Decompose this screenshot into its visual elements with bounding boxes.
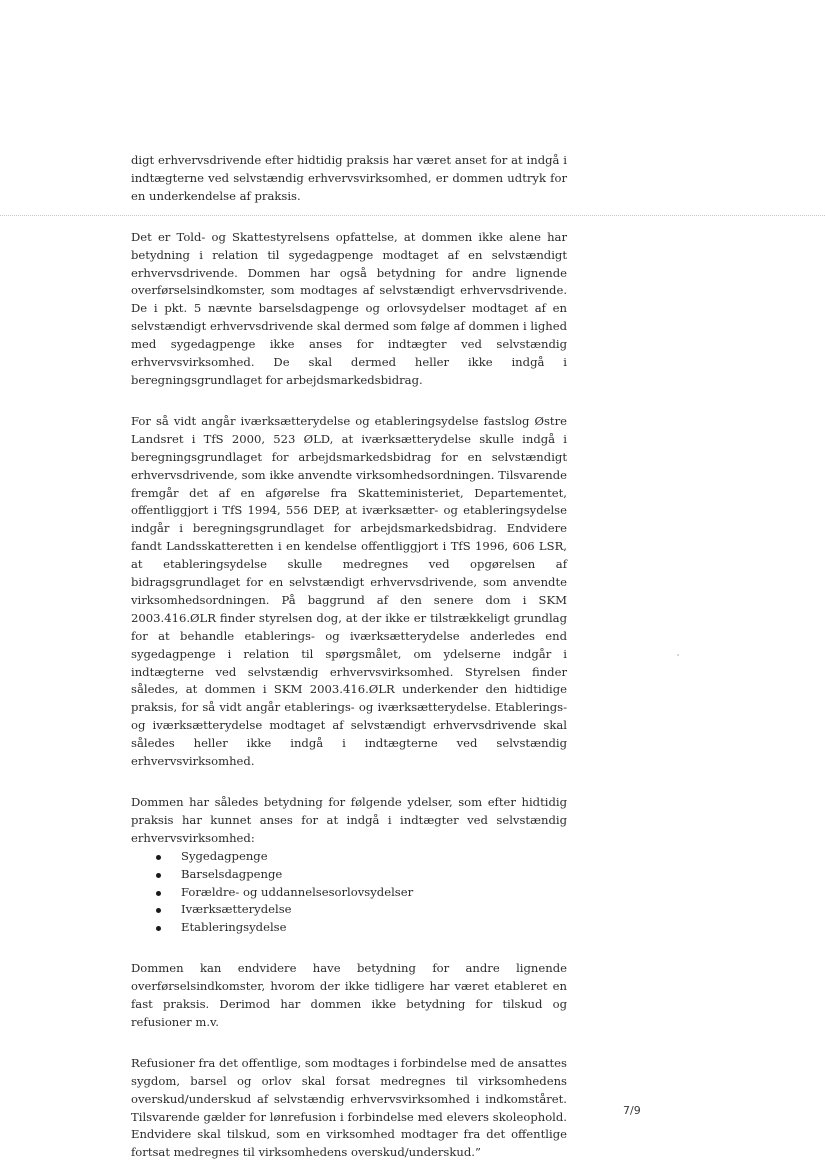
scan-speck — [677, 654, 679, 656]
paragraph-ydelser-intro: Dommen har således betydning for følgende ydelser, som efter hidtidig praksis har kunnet anses for at indgå i indtægter ved selvstændig erhvervsvirksomhed: — [131, 795, 567, 845]
list-item — [131, 866, 567, 884]
paragraph-refusioner: Refusioner fra det offentlige, som modtages i forbindelse med de ansattes sygdom, barsel og orlov skal forsat medregnes til virksomhedens overskud/underskud af selvstændig erhvervsvirksomhed i indkomståret. Tilsvarende gælder for lønrefusion i forbindelse med elevers skoleophold. Endvidere skal tilskud, som en virksomhed modtager fra det offentlige fortsat medregnes til virksomhedens overskud/underskud.” — [131, 1055, 567, 1160]
bullet-icon — [156, 891, 161, 896]
bullet-icon — [156, 926, 161, 931]
list-item — [131, 848, 567, 866]
paragraph-ivaerksaetterydelse: For så vidt angår iværksætterydelse og etableringsydelse fastslog Østre Landsret i TfS 2000, 523 ØLD, at iværksætterydelse skulle indgå i beregningsgrundlaget for arbejdsmarkedsbidrag for en selvstændigt erhvervsdrivende, som ikke anvendte virksomhedsordningen. Tilsvarende fremgår det af en afgørelse fra Skatteministeriet, Departementet, offentliggjort i TfS 1994, 556 DEP, at iværksætter- og etableringsydelse indgår i beregningsgrundlaget for arbejdsmarkedsbidrag. Endvidere fandt Landsskatteretten i en kendelse offentliggjort i TfS 1996, 606 LSR, at etableringsydelse skulle medregnes ved opgørelsen af bidragsgrundlaget for en selvstændigt erhvervsdrivende, som anvendte virksomhedsordningen. På baggrund af den senere dom i SKM 2003.416.ØLR finder styrelsen dog, at der ikke er tilstrækkeligt grundlag for at behandle etablerings- og iværksætterydelse anderledes end sygedagpenge i relation til spørgsmålet, om ydelserne indgår i indtægterne ved selvstændig erhvervsvirksomhed. Styrelsen finder således, at dommen i SKM 2003.416.ØLR underkender den hidtidige praksis, for så vidt angår etablerings- og iværksætterydelse. Etablerings- og iværksætterydelse modtaget af selvstændigt erhvervsdrivende skal således heller ikke indgå i indtægterne ved selvstændig erhvervsvirksomhed. — [131, 413, 567, 769]
paragraph-styrelsens-opfattelse: Det er Told- og Skattestyrelsens opfattelse, at dommen ikke alene har betydning i relation til sygedagpenge modtaget af en selvstændigt erhvervsdrivende. Dommen har også betydning for andre lignende overførselsindkomster, som modtages af selvstændigt erhvervsdrivende. De i pkt. 5 nævnte barselsdagpenge og orlovsydelser modtaget af en selvstændigt erhvervsdrivende skal dermed som følge af dommen i lighed med sygedagpenge ikke anses for indtægter ved selvstændig erhvervsvirksomhed. De skal dermed heller ikke indgå i beregningsgrundlaget for arbejdsmarkedsbidrag. — [131, 229, 567, 387]
list-item-label: Etableringsydelse — [181, 920, 287, 935]
list-item-label: Iværksætterydelse — [181, 902, 292, 917]
list-item-label: Sygedagpenge — [181, 848, 268, 863]
bullet-icon — [156, 855, 161, 860]
page-number: 7/9 — [623, 1104, 641, 1117]
list-item — [131, 884, 567, 902]
paragraph-continuation: digt erhvervsdrivende efter hidtidig praksis har været anset for at indgå i indtægterne ved selvstændig erhvervsvirksomhed, er dommen udtryk for en underkendelse af praksis. — [131, 153, 567, 203]
bullet-icon — [156, 908, 161, 913]
bullet-icon — [156, 873, 161, 878]
list-item-label: Forældre- og uddannelsesorlovsydelser — [181, 884, 414, 899]
document-body — [131, 152, 567, 1162]
list-item — [131, 919, 567, 937]
ydelser-list — [131, 848, 567, 937]
paragraph-andre-overfoerselsindkomster: Dommen kan endvidere have betydning for andre lignende overførselsindkomster, hvorom der ikke tidligere har været etableret en fast praksis. Derimod har dommen ikke betydning for tilskud og refusioner m.v. — [131, 961, 567, 1029]
list-item-label: Barselsdagpenge — [181, 866, 283, 881]
list-item — [131, 901, 567, 919]
